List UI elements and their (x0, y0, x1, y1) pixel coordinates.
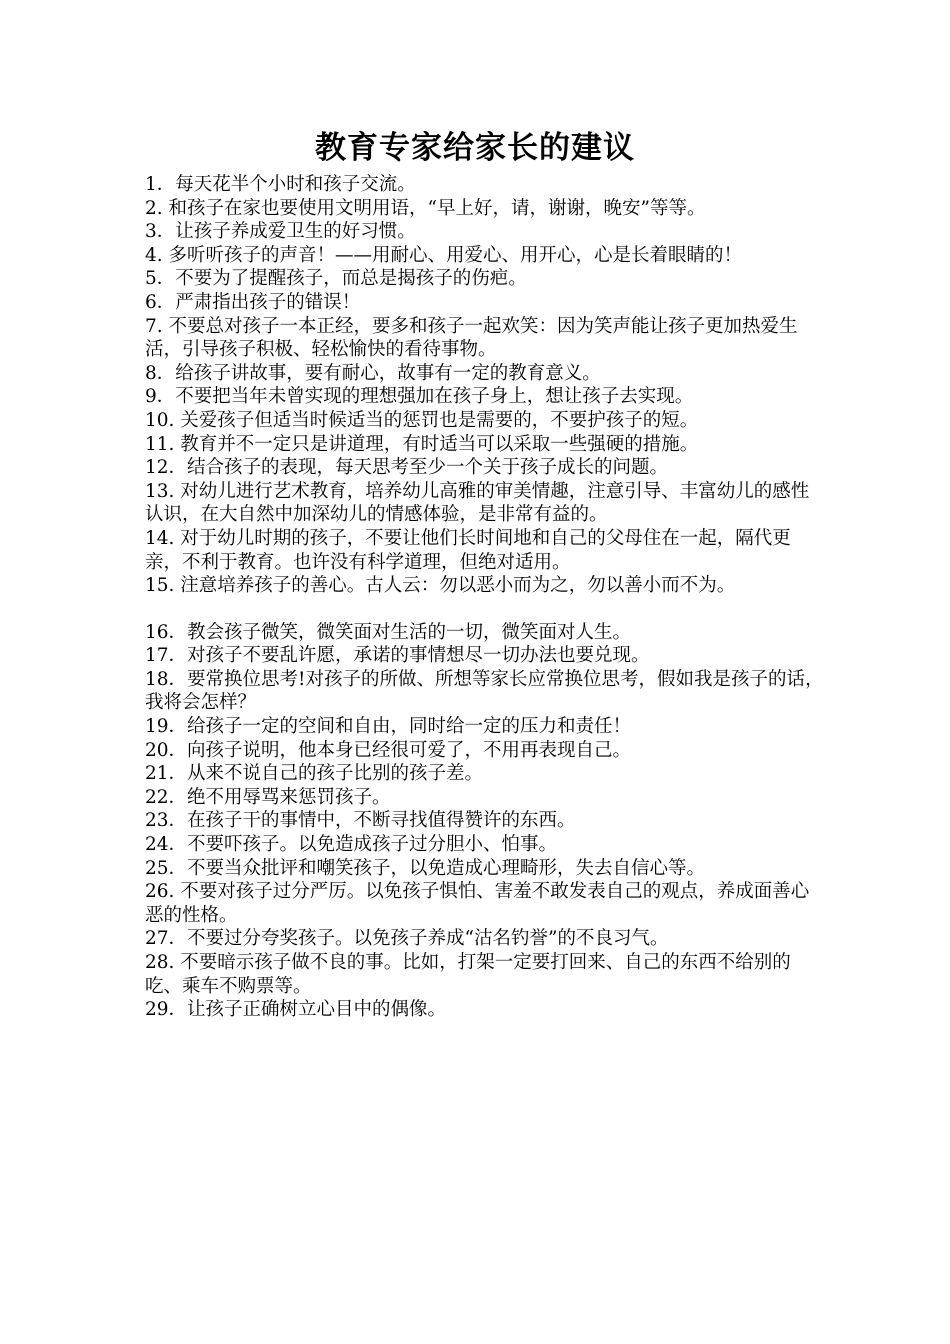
list-item: 7. 不要总对孩子一本正经，要多和孩子一起欢笑：因为笑声能让孩子更加热爱生活，引导孩子积极、轻松愉快的看待事物。 (145, 315, 798, 361)
list-item: 18．要常换位思考!对孩子的所做、所想等家长应常换位思考，假如我是孩子的话，我将会怎样？ (145, 668, 824, 714)
list-item: 20．向孩子说明，他本身已经很可爱了，不用再表现自己。 (145, 739, 632, 761)
list-item: 5．不要为了提醒孩子，而总是揭孩子的伤疤。 (145, 268, 527, 290)
list-item: 6．严肃指出孩子的错误！ (145, 291, 361, 313)
list-item: 4. 多听听孩子的声音！——用耐心、用爱心、用开心，心是长着眼睛的！ (145, 244, 743, 266)
list-item: 28. 不要暗示孩子做不良的事。比如，打架一定要打回来、自己的东西不给别的吃、乘车不购票等。 (145, 952, 791, 997)
list-item: 9．不要把当年未曾实现的理想强加在孩子身上，想让孩子去实现。 (145, 386, 694, 408)
list-item: 14. 对于幼儿时期的孩子，不要让他们长时间地和自己的父母住在一起，隔代更亲，不利于教育。也许没有科学道理，但绝对适用。 (145, 527, 791, 573)
list-item: 11. 教育并不一定只是讲道理，有时适当可以采取一些强硬的措施。 (145, 433, 699, 455)
document-title: 教育专家给家长的建议 (315, 130, 635, 166)
list-item: 23．在孩子干的事情中，不断寻找值得赞许的东西。 (145, 810, 576, 832)
list-item: 15. 注意培养孩子的善心。古人云：勿以恶小而为之，勿以善小而不为。 (145, 575, 736, 597)
list-item: 10. 关爱孩子但适当时候适当的惩罚也是需要的，不要护孩子的短。 (145, 409, 699, 431)
list-item: 25．不要当众批评和嘲笑孩子，以免造成心理畸形，失去自信心等。 (145, 857, 706, 879)
list-item: 26. 不要对孩子过分严厉。以免孩子惧怕、害羞不敢发表自己的观点，养成面善心恶的性格。 (145, 881, 810, 926)
list-item: 2. 和孩子在家也要使用文明用语，“早上好，请，谢谢，晚安”等等。 (145, 197, 706, 219)
list-item: 19．给孩子一定的空间和自由，同时给一定的压力和责任！ (145, 716, 632, 738)
list-item: 16．教会孩子微笑，微笑面对生活的一切，微笑面对人生。 (145, 621, 632, 643)
list-item: 8．给孩子讲故事，要有耐心，故事有一定的教育意义。 (145, 362, 601, 384)
list-item: 24．不要吓孩子。以免造成孩子过分胆小、怕事。 (145, 834, 558, 856)
list-item: 17．对孩子不要乱许愿，承诺的事情想尽一切办法也要兑现。 (145, 645, 650, 667)
list-item: 27．不要过分夸奖孩子。以免孩子养成“沽名钓誉”的不良习气。 (145, 928, 669, 950)
list-item: 22．绝不用辱骂来惩罚孩子。 (145, 786, 391, 808)
list-item: 13. 对幼儿进行艺术教育，培养幼儿高雅的审美情趣，注意引导、丰富幼儿的感性认识，在大自然中加深幼儿的情感体验，是非常有益的。 (145, 480, 810, 526)
advice-list (145, 173, 825, 1022)
list-item: 1．每天花半个小时和孩子交流。 (145, 174, 416, 195)
list-item: 3．让孩子养成爱卫生的好习惯。 (145, 221, 416, 243)
list-item: 21．从来不说自己的孩子比别的孩子差。 (145, 763, 484, 785)
list-item: 29．让孩子正确树立心目中的偶像。 (145, 999, 447, 1021)
list-item: 12．结合孩子的表现，每天思考至少一个关于孩子成长的问题。 (145, 457, 669, 479)
